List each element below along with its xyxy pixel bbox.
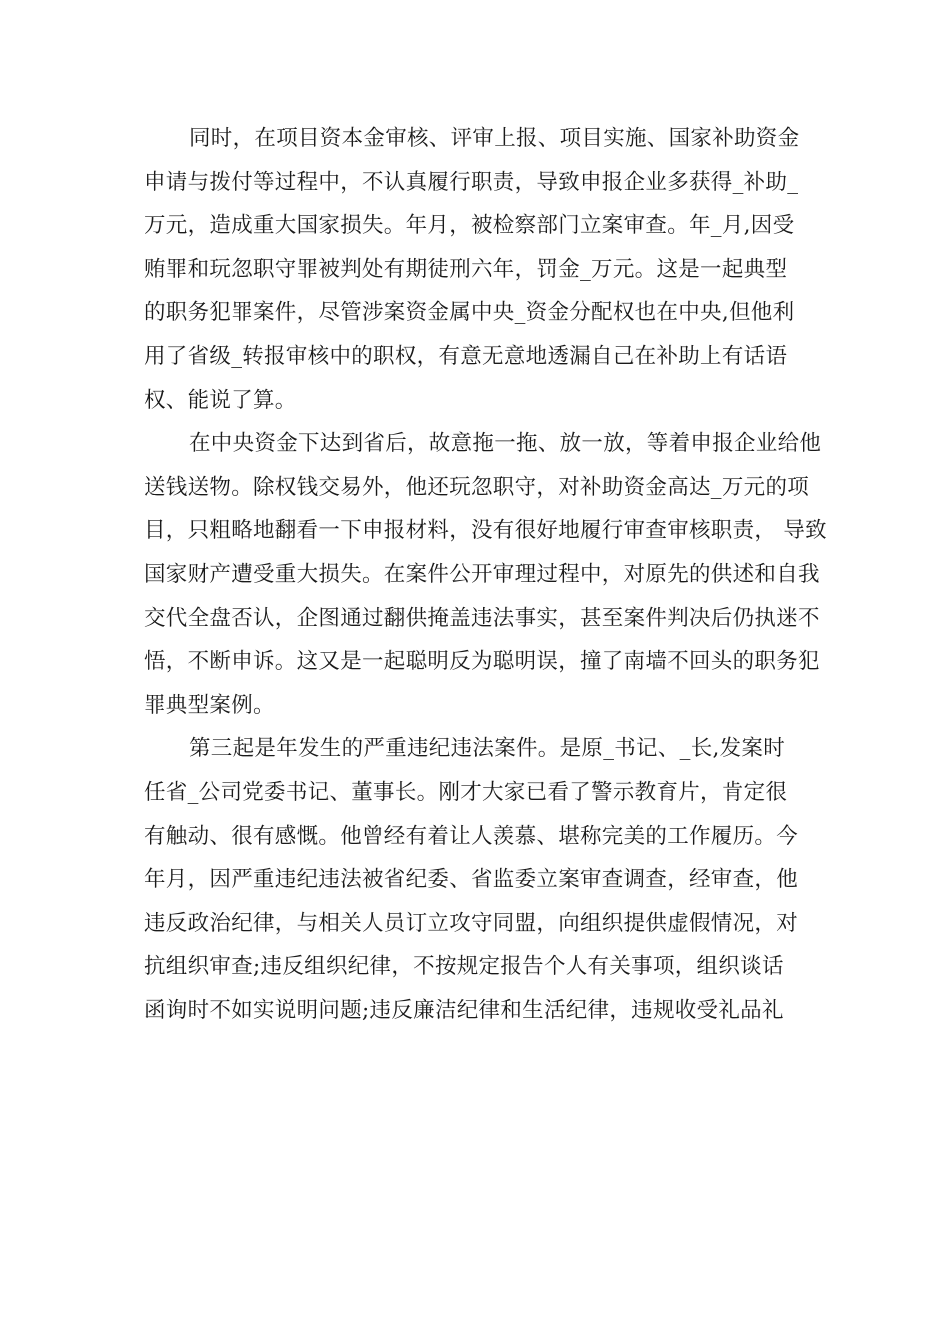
text-line: 申请与拨付等过程中，不认真履行职责，导致申报企业多获得_补助_ — [144, 169, 799, 195]
paragraph-3 — [144, 727, 824, 1032]
text-line: 函询时不如实说明问题;违反廉洁纪律和生活纪律，违规收受礼品礼 — [144, 997, 784, 1023]
text-line: 用了省级_转报审核中的职权，有意无意地透漏自己在补助上有话语 — [144, 343, 788, 369]
text-line: 第三起是年发生的严重违纪违法案件。是原_书记、_长,发案时 — [189, 736, 786, 762]
text-line: 违反政治纪律，与相关人员订立攻守同盟，向组织提供虚假情况，对 — [144, 910, 799, 936]
text-line: 送钱送物。除权钱交易外，他还玩忽职守，对补助资金高达_万元的项 — [144, 474, 810, 500]
text-line: 罪典型案例。 — [144, 692, 275, 718]
text-line: 同时，在项目资本金审核、评审上报、项目实施、国家补助资金 — [189, 126, 800, 151]
text-line: 在中央资金下达到省后，故意拖一拖、放一放，等着申报企业给他 — [189, 431, 822, 457]
text-line: 贿罪和玩忽职守罪被判处有期徒刑六年，罚金_万元。这是一起典型 — [144, 256, 788, 282]
text-line: 抗组织审查;违反组织纪律，不按规定报告个人有关事项，组织谈话 — [144, 954, 784, 980]
document-body — [144, 117, 827, 1032]
text-line: 国家财产遭受重大损失。在案件公开审理过程中，对原先的供述和自我 — [144, 561, 820, 587]
text-line: 年月，因严重违纪违法被省纪委、省监委立案审查调查，经审查，他 — [144, 867, 799, 893]
paragraph-2 — [144, 422, 827, 727]
text-line: 悟，不断申诉。这又是一起聪明反为聪明误，撞了南墙不回头的职务犯 — [144, 649, 820, 675]
text-line: 的职务犯罪案件，尽管涉案资金属中央_资金分配权也在中央,但他利 — [144, 300, 795, 326]
text-line: 任省_公司党委书记、董事长。刚才大家已看了警示教育片，肯定很 — [144, 779, 788, 805]
text-line: 目，只粗略地翻看一下申报材料，没有很好地履行审查审核职责， 导致 — [144, 518, 827, 544]
text-line: 权、能说了算。 — [144, 387, 297, 413]
text-line: 万元，造成重大国家损失。年月，被检察部门立案审查。年_月,因受 — [144, 213, 795, 239]
text-line: 有触动、很有感慨。他曾经有着让人羡慕、堪称完美的工作履历。今 — [144, 823, 799, 849]
text-line: 交代全盘否认，企图通过翻供掩盖违法事实，甚至案件判决后仍执迷不 — [144, 605, 820, 631]
paragraph-1 — [144, 117, 824, 422]
